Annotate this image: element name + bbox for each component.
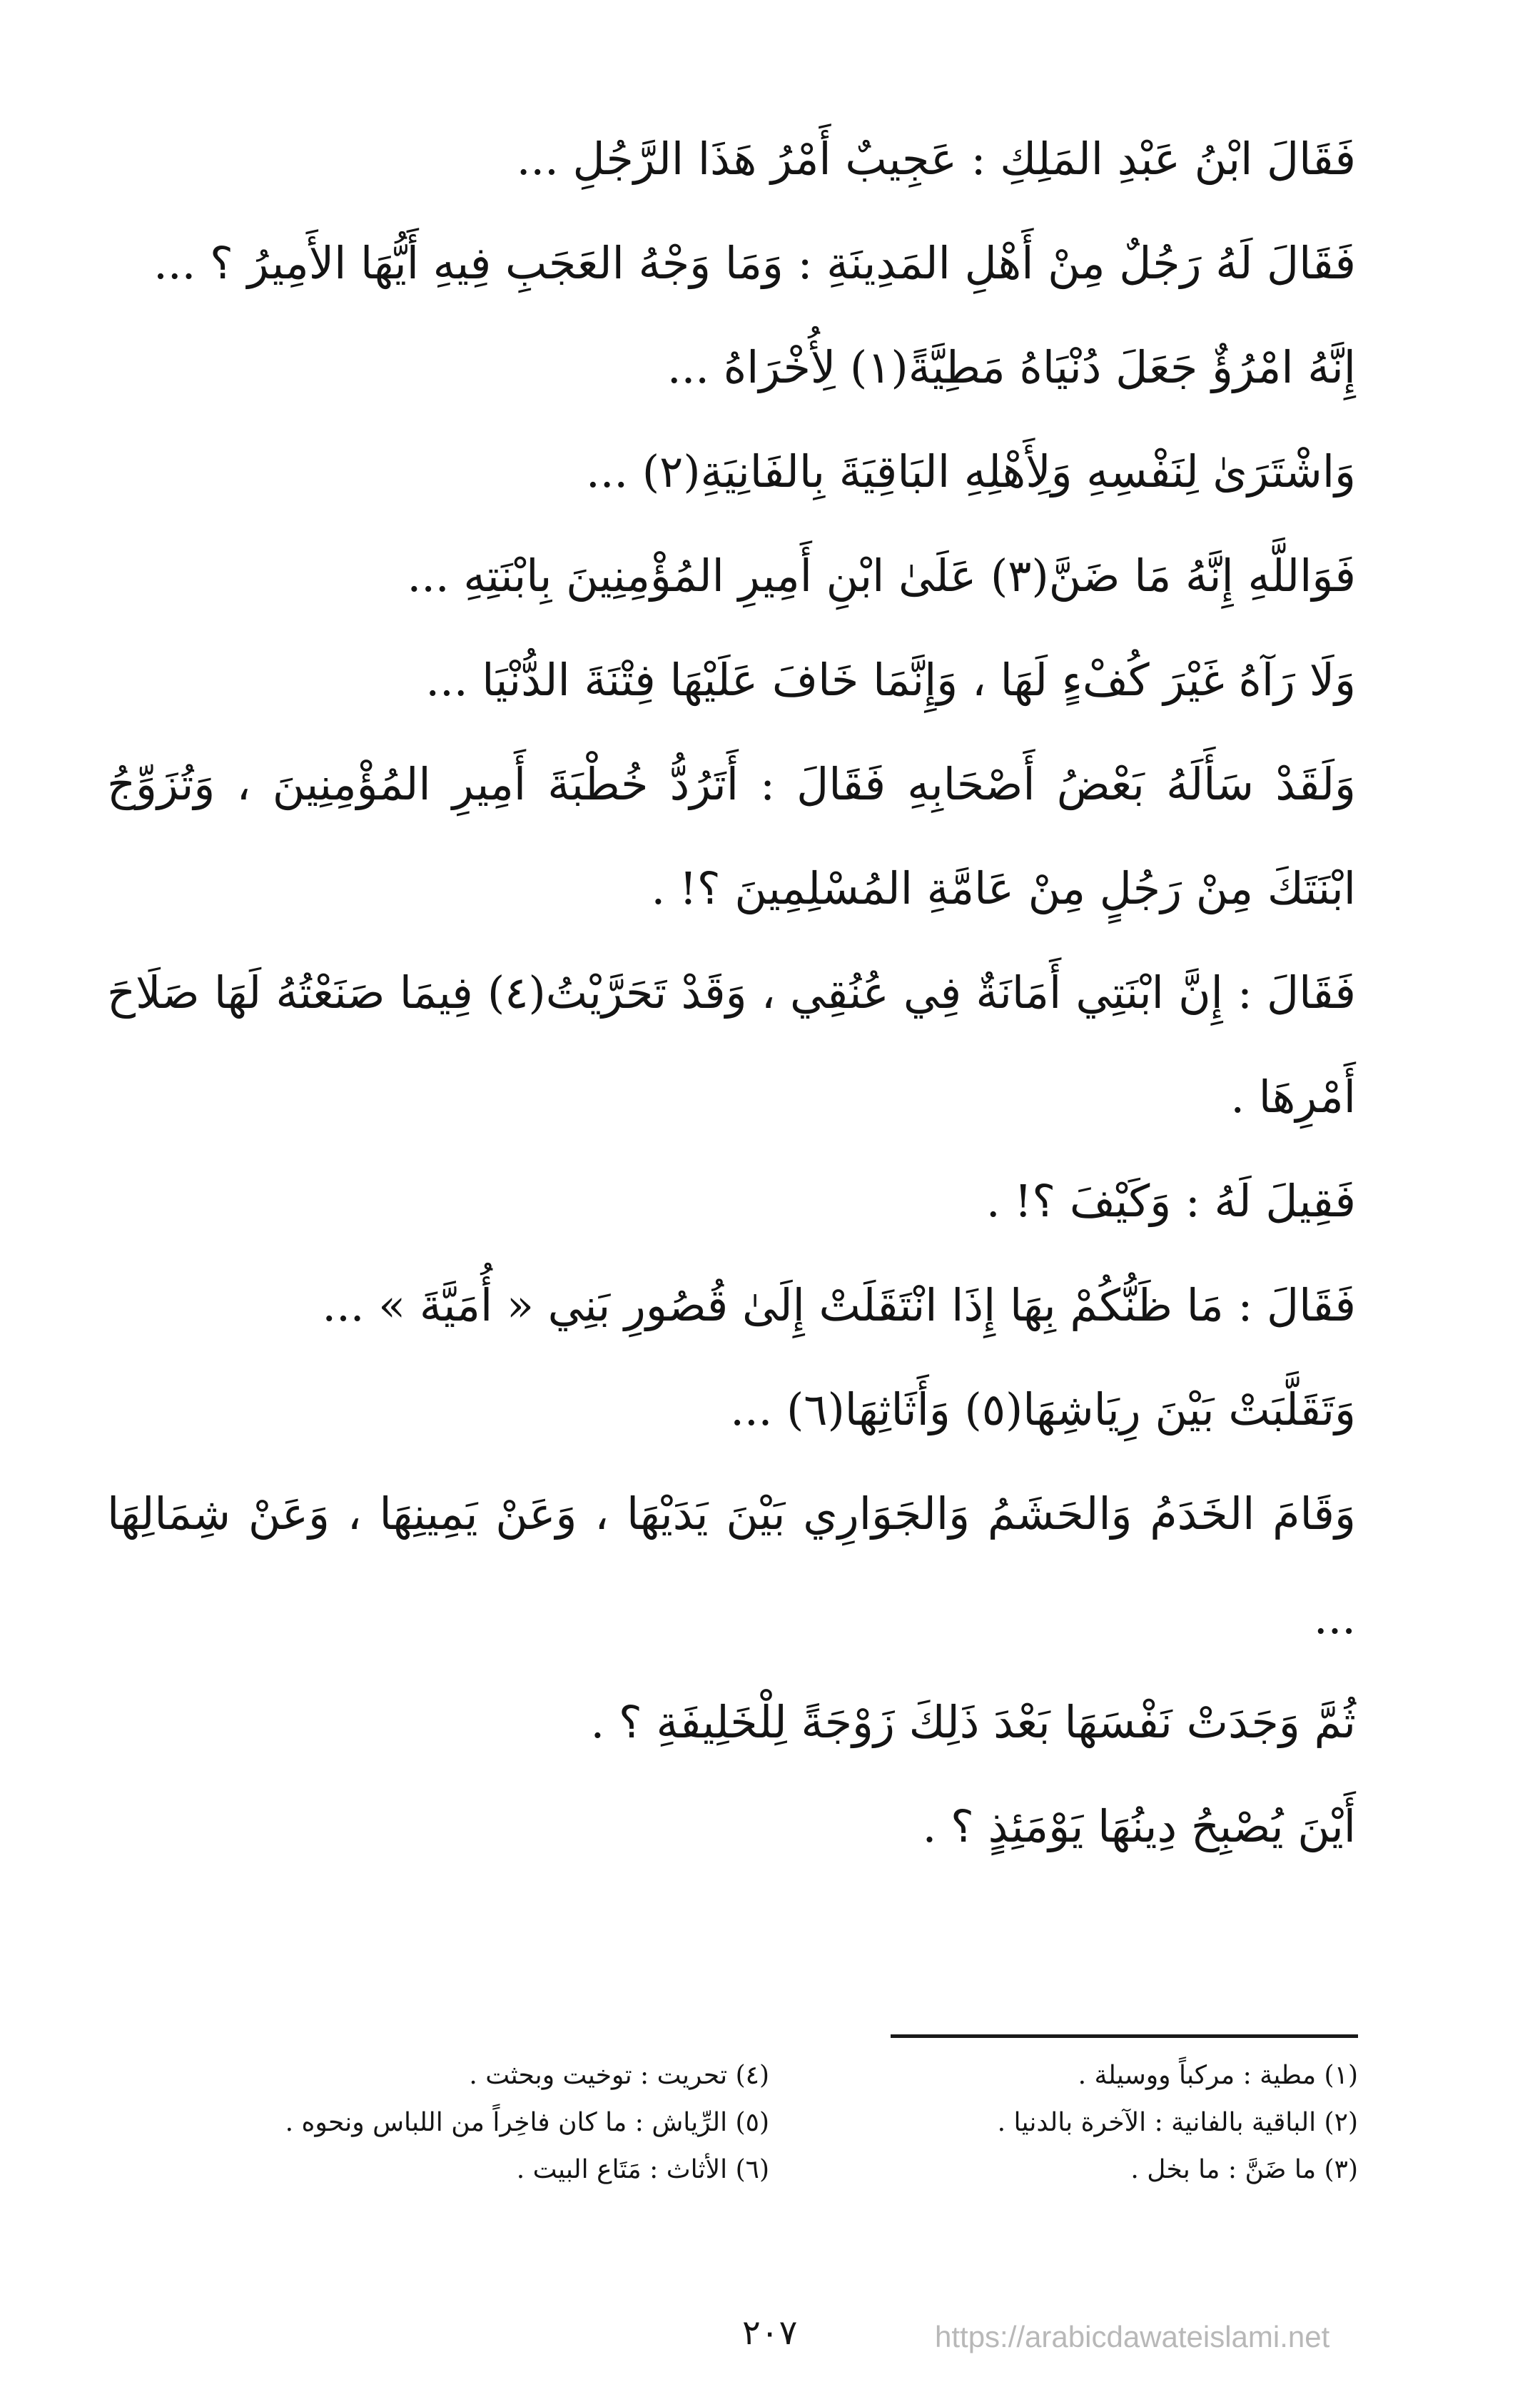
page-number: ٢٠٧	[742, 2313, 798, 2353]
footnotes-left-column	[198, 2052, 769, 2194]
footnote-divider	[891, 2034, 1358, 2038]
watermark-url: https://arabicdawateislami.net	[935, 2320, 1330, 2353]
paragraph: وَلَقَدْ سَأَلَهُ بَعْضُ أَصْحَابِهِ فَقَالَ : أَتَرُدُّ خُطْبَةَ أَمِيرِ المُؤْمِنِينَ ، وَتُزَوِّجُ ابْنَتَكَ مِنْ رَجُلٍ مِنْ عَامَّةِ المُسْلِمِينَ ؟! .	[107, 758, 1356, 914]
footnote: (٤) تحريت : توخيت وبحثت .	[469, 2061, 769, 2090]
footnote: (٢) الباقية بالفانية : الآخرة بالدنيا .	[997, 2108, 1358, 2137]
paragraph: فَقِيلَ لَهُ : وَكَيْفَ ؟! .	[986, 1175, 1356, 1227]
paragraph: فَقَالَ لَهُ رَجُلٌ مِنْ أَهْلِ المَدِينَةِ : وَمَا وَجْهُ العَجَبِ فِيهِ أَيُّهَا الأَمِيرُ ؟ ...	[153, 237, 1356, 289]
footnotes-right-column	[858, 2052, 1358, 2194]
paragraph: وَقَامَ الخَدَمُ وَالحَشَمُ وَالجَوَارِي بَيْنَ يَدَيْهَا ، وَعَنْ يَمِينِهَا ، وَعَنْ شِمَالِهَا ...	[107, 1488, 1356, 1644]
paragraph: فَقَالَ : مَا ظَنُّكُمْ بِهَا إِذَا انْتَقَلَتْ إِلَىٰ قُصُورِ بَنِي « أُمَيَّةَ » ...	[322, 1279, 1356, 1331]
paragraph: وَلَا رَآهُ غَيْرَ كُفْءٍ لَهَا ، وَإِنَّمَا خَافَ عَلَيْهَا فِتْنَةَ الدُّنْيَا ...	[425, 654, 1356, 706]
footnote: (٣) ما ضَنَّ : ما بخل .	[1130, 2155, 1358, 2184]
paragraph: ثُمَّ وَجَدَتْ نَفْسَهَا بَعْدَ ذَلِكَ زَوْجَةً لِلْخَلِيفَةِ ؟ .	[590, 1696, 1356, 1748]
paragraph: فَوَاللَّهِ إِنَّهُ مَا ضَنَّ(٣) عَلَىٰ ابْنِ أَمِيرِ المُؤْمِنِينَ بِابْنَتِهِ ...	[407, 550, 1356, 602]
paragraph: إِنَّهُ امْرُؤٌ جَعَلَ دُنْيَاهُ مَطِيَّةً(١) لِأُخْرَاهُ ...	[667, 341, 1356, 393]
paragraph: فَقَالَ ابْنُ عَبْدِ المَلِكِ : عَجِيبٌ أَمْرُ هَذَا الرَّجُلِ ...	[516, 133, 1356, 185]
paragraph: وَاشْتَرَىٰ لِنَفْسِهِ وَلِأَهْلِهِ البَاقِيَةَ بِالفَانِيَةِ(٢) ...	[586, 445, 1356, 498]
footnote: (٦) الأثاث : مَتَاع البيت .	[516, 2155, 769, 2184]
main-text-block	[107, 107, 1356, 1879]
footnote: (٥) الرِّياش : ما كان فاخِراً من اللباس ونحوه .	[285, 2108, 769, 2137]
paragraph: فَقَالَ : إِنَّ ابْنَتِي أَمَانَةٌ فِي عُنُقِي ، وَقَدْ تَحَرَّيْتُ(٤) فِيمَا صَنَعْتُهُ لَهَا صَلَاحَ أَمْرِهَا .	[107, 967, 1356, 1123]
paragraph: وَتَقَلَّبَتْ بَيْنَ رِيَاشِهَا(٥) وَأَثَاثِهَا(٦) ...	[730, 1383, 1356, 1435]
footnote: (١) مطية : مركباً ووسيلة .	[1078, 2061, 1358, 2090]
paragraph: أَيْنَ يُصْبِحُ دِينُهَا يَوْمَئِذٍ ؟ .	[922, 1800, 1356, 1852]
